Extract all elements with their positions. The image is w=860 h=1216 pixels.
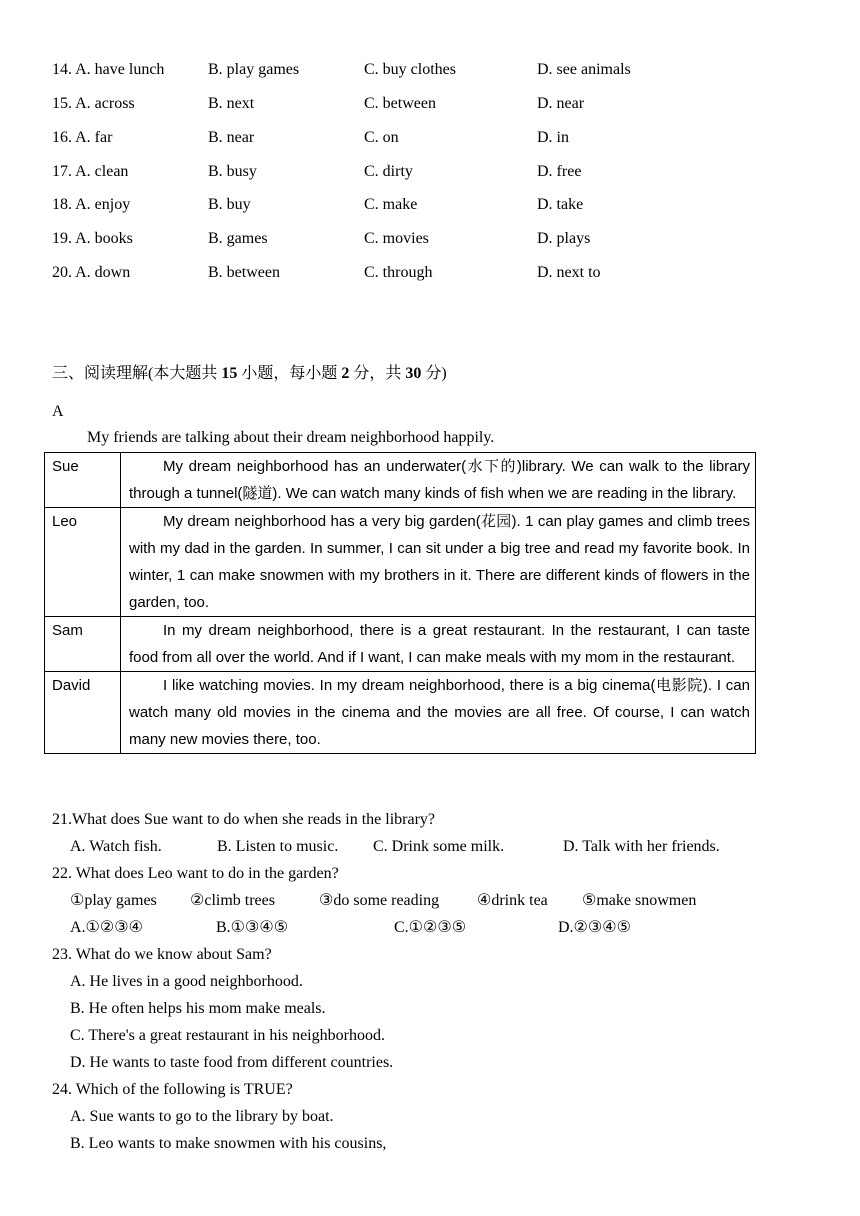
option-c: C. buy clothes — [364, 61, 456, 78]
dream-neighborhood-table — [44, 452, 756, 754]
q22-item: ②climb trees — [190, 892, 275, 909]
option-b: B. play games — [208, 61, 300, 78]
q23-option-b: B. He often helps his mom make meals. — [70, 1000, 326, 1017]
option-a: 15. A. across — [52, 95, 135, 112]
option-d: D. see animals — [537, 61, 631, 78]
option-b: B. busy — [208, 163, 257, 180]
option-c: C. between — [364, 95, 436, 112]
friend-name: Sue — [45, 453, 121, 508]
friend-description: My dream neighborhood has an underwater(水下的)library. We can walk to the library through a tunnel(隧道). We can watch many kinds of fish when we are reading in the library. — [121, 453, 756, 508]
q21-option-a: A. Watch fish. — [70, 838, 162, 855]
option-c: C. on — [364, 129, 399, 146]
option-a: 16. A. far — [52, 129, 113, 146]
option-b: B. between — [208, 264, 280, 281]
q22-option-a: A.①②③④ — [70, 919, 143, 936]
question-22-stem: 22. What does Leo want to do in the garden? — [52, 865, 339, 882]
option-b: B. buy — [208, 196, 251, 213]
option-d: D. plays — [537, 230, 591, 247]
q23-option-c: C. There's a great restaurant in his neighborhood. — [70, 1027, 385, 1044]
option-b: B. next — [208, 95, 255, 112]
q21-option-c: C. Drink some milk. — [373, 838, 505, 855]
question-23-stem: 23. What do we know about Sam? — [52, 946, 272, 963]
table-row — [45, 617, 756, 672]
passage-label: A — [52, 403, 64, 420]
option-c: C. through — [364, 264, 433, 281]
option-c: C. movies — [364, 230, 429, 247]
q23-option-d: D. He wants to taste food from different countries. — [70, 1054, 394, 1071]
option-a: 17. A. clean — [52, 163, 129, 180]
friend-description: In my dream neighborhood, there is a great restaurant. In the restaurant, I can taste food from all over the world. And if I want, I can make meals with my mom in the restaurant. — [121, 617, 756, 672]
section-heading: 三、阅读理解(本大题共 15 小题，每小题 2 分，共 30 分) — [52, 365, 447, 382]
option-b: B. games — [208, 230, 268, 247]
option-d: D. in — [537, 129, 569, 146]
q23-option-a: A. He lives in a good neighborhood. — [70, 973, 303, 990]
passage-intro: My friends are talking about their dream neighborhood happily. — [87, 429, 495, 446]
option-d: D. free — [537, 163, 582, 180]
question-24-stem: 24. Which of the following is TRUE? — [52, 1081, 293, 1098]
option-d: D. near — [537, 95, 585, 112]
q21-option-b: B. Listen to music. — [217, 838, 339, 855]
q24-option-b: B. Leo wants to make snowmen with his cousins, — [70, 1135, 387, 1152]
q22-option-b: B.①③④⑤ — [216, 919, 289, 936]
table-row — [45, 508, 756, 617]
friend-description: My dream neighborhood has a very big garden(花园). 1 can play games and climb trees with my dad in the garden. In summer, I can sit under a big tree and read my favorite book. In winter, 1 can make snowmen with my brothers in it. There are different kinds of flowers in the garden, too. — [121, 508, 756, 617]
option-c: C. make — [364, 196, 418, 213]
option-b: B. near — [208, 129, 255, 146]
friend-name: David — [45, 672, 121, 754]
option-a: 20. A. down — [52, 264, 131, 281]
table-row — [45, 672, 756, 754]
q22-item: ①play games — [70, 892, 157, 909]
friend-description: I like watching movies. In my dream neighborhood, there is a big cinema(电影院). I can watch many old movies in the cinema and the movies are all free. Of course, I can watch many new movies there, too. — [121, 672, 756, 754]
friend-name: Sam — [45, 617, 121, 672]
q24-option-a: A. Sue wants to go to the library by boat. — [70, 1108, 334, 1125]
friend-name: Leo — [45, 508, 121, 617]
q22-item: ③do some reading — [319, 892, 440, 909]
option-d: D. next to — [537, 264, 601, 281]
q22-option-c: C.①②③⑤ — [394, 919, 467, 936]
table-row — [45, 453, 756, 508]
q22-option-d: D.②③④⑤ — [558, 919, 631, 936]
q22-item: ⑤make snowmen — [582, 892, 697, 909]
option-a: 19. A. books — [52, 230, 133, 247]
option-a: 18. A. enjoy — [52, 196, 131, 213]
question-21-stem: 21.What does Sue want to do when she reads in the library? — [52, 811, 436, 828]
option-a: 14. A. have lunch — [52, 61, 165, 78]
option-c: C. dirty — [364, 163, 413, 180]
q22-item: ④drink tea — [477, 892, 548, 909]
option-d: D. take — [537, 196, 584, 213]
q21-option-d: D. Talk with her friends. — [563, 838, 720, 855]
